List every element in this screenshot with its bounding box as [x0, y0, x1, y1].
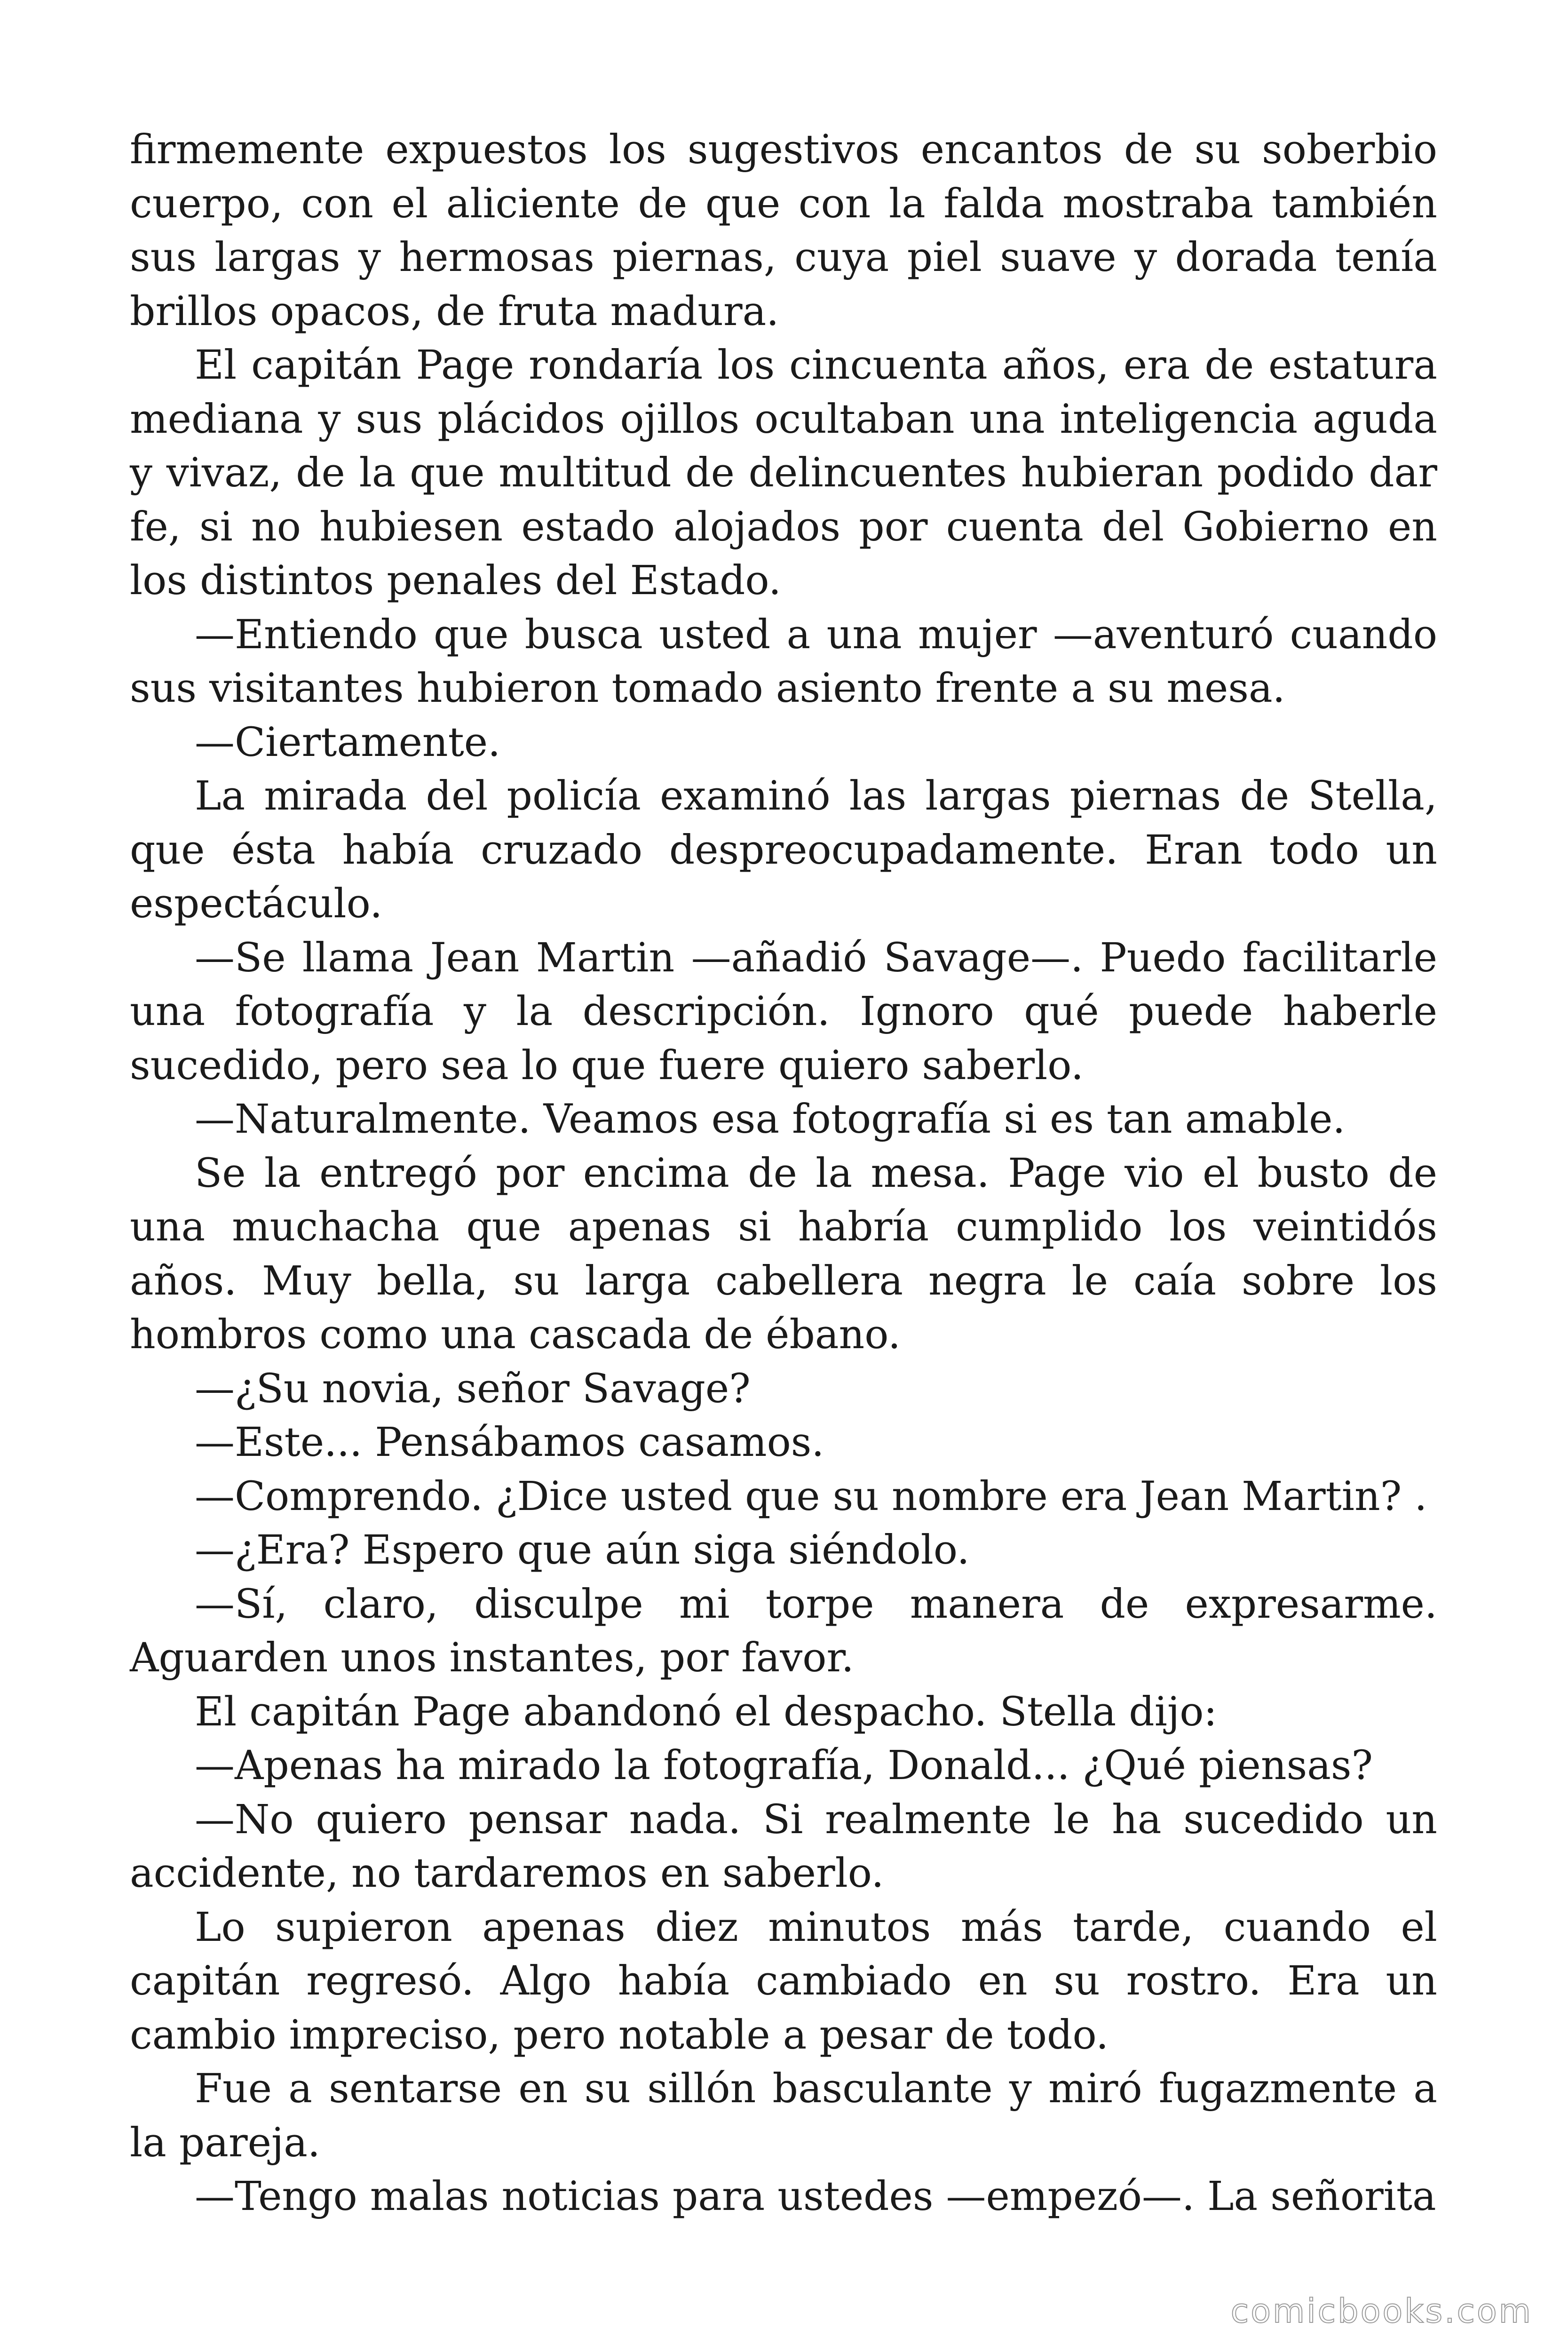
paragraph-2: El capitán Page rondaría los cincuenta años, era de estatura mediana y sus plácidos ojillos ocultaban una inteligencia aguda y vivaz, de la que multitud de delincuentes hubieran podido dar fe, si no hubiesen estado alojados por cuenta del Gobierno en los distintos penales del Estado.: [130, 342, 1437, 604]
paragraph-3: —Entiendo que busca usted a una mujer —aventuró cuando sus visitantes hubieron tomado asiento frente a su mesa.: [130, 611, 1437, 712]
paragraph-1: firmemente expuestos los sugestivos encantos de su soberbio cuerpo, con el aliciente de que con la falda mostraba también sus largas y hermosas piernas, cuya piel suave y dorada tenía brillos opacos, de fruta madura.: [130, 127, 1437, 335]
body-text: [130, 123, 1437, 2224]
paragraph-8: Se la entregó por encima de la mesa. Page vio el busto de una muchacha que apenas si habría cumplido los veintidós años. Muy bella, su larga cabellera negra le caía sobre los hombros como una cascada de ébano.: [130, 1150, 1437, 1358]
paragraph-6: —Se llama Jean Martin —añadió Savage—. Puedo facilitarle una fotografía y la descripción. Ignoro qué puede haberle sucedido, pero sea lo que fuere quiero saberlo.: [130, 934, 1437, 1089]
paragraph-7: —Naturalmente. Veamos esa fotografía si es tan amable.: [195, 1096, 1346, 1143]
watermark-text: comicbooks.com: [1230, 2292, 1533, 2330]
paragraph-12: —¿Era? Espero que aún siga siéndolo.: [195, 1527, 970, 1573]
paragraph-16: —No quiero pensar nada. Si realmente le ha sucedido un accidente, no tardaremos en saberlo.: [130, 1796, 1437, 1897]
paragraph-18: Fue a sentarse en su sillón basculante y miró fugazmente a la pareja.: [130, 2066, 1437, 2166]
paragraph-13: —Sí, claro, disculpe mi torpe manera de expresarme. Aguarden unos instantes, por favor.: [130, 1581, 1437, 1681]
paragraph-4: —Ciertamente.: [195, 719, 501, 766]
paragraph-10: —Este... Pensábamos casamos.: [195, 1419, 824, 1466]
paragraph-19: —Tengo malas noticias para ustedes —empezó—. La señorita: [195, 2173, 1436, 2220]
paragraph-11: —Comprendo. ¿Dice usted que su nombre era Jean Martin? .: [195, 1473, 1427, 1520]
paragraph-5: La mirada del policía examinó las largas piernas de Stella, que ésta había cruzado despreocupadamente. Eran todo un espectáculo.: [130, 773, 1437, 927]
paragraph-14: El capitán Page abandonó el despacho. Stella dijo:: [195, 1688, 1218, 1735]
paragraph-17: Lo supieron apenas diez minutos más tarde, cuando el capitán regresó. Algo había cambiado en su rostro. Era un cambio impreciso, pero notable a pesar de todo.: [130, 1904, 1437, 2058]
paragraph-9: —¿Su novia, señor Savage?: [195, 1365, 751, 1412]
paragraph-15: —Apenas ha mirado la fotografía, Donald... ¿Qué piensas?: [195, 1742, 1373, 1789]
